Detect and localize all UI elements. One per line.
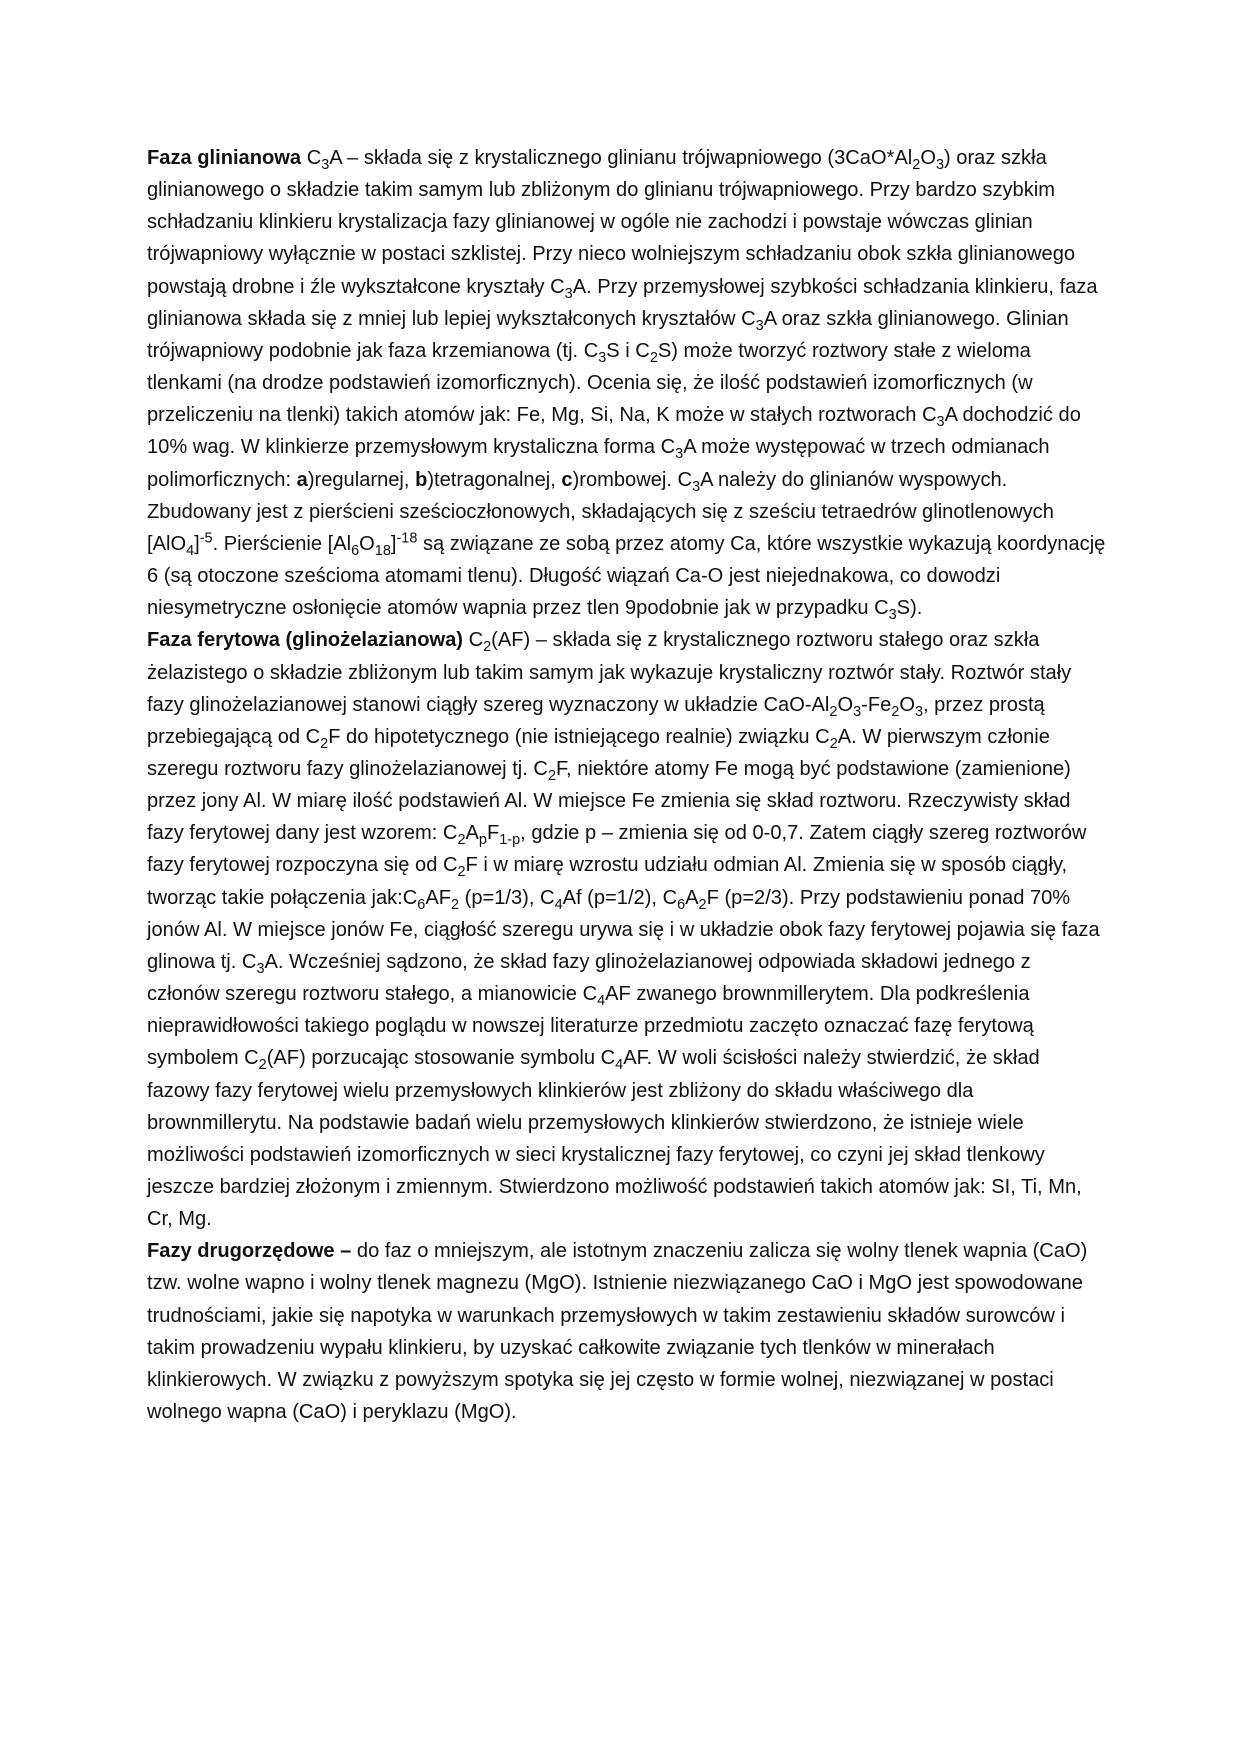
subscript: 3 bbox=[935, 157, 945, 174]
text-run: A może występować w trzech odmianach polimorficznych: bbox=[147, 436, 1050, 491]
subscript: 2 bbox=[891, 703, 900, 720]
subscript: 6 bbox=[351, 542, 360, 559]
subscript: 4 bbox=[554, 896, 563, 913]
subscript: 3 bbox=[755, 317, 764, 334]
text-run: F (p=2/3). Przy podstawieniu ponad 70% jonów Al. W miejsce jonów Fe, ciągłość szeregu urywa się i w układzie obok fazy ferytowej pojawia się faza glinowa tj. C bbox=[147, 886, 1100, 973]
bold-text: b bbox=[415, 468, 428, 491]
text-run: (AF) – składa się z krystalicznego roztworu stałego oraz szkła żelazistego o składzie zbliżonym lub takim samym jak wykazuje krystaliczny roztwór stały. Roztwór stały fazy glinożelazianowej stanowi ciągły szereg wyznaczony w układzie CaO-Al bbox=[147, 629, 1072, 716]
subscript: 2 bbox=[829, 735, 838, 752]
subscript: 3 bbox=[675, 446, 684, 463]
subscript: p bbox=[478, 832, 487, 849]
subscript: 6 bbox=[677, 896, 686, 913]
text-run: ) oraz szkła glinianowego o składzie takim samym lub zbliżonym do glinianu trójwapniowego. Przy bardzo szybkim schładzaniu klinkieru krystalizacja fazy glinianowej w ogóle nie zachodzi i powstaje wówczas glinian trójwapniowy wyłącznie w postaci szklistej. Przy nieco wolniejszym schładzaniu obok szkła glinianowego powstają drobne i źle wykształcone kryształy C bbox=[147, 147, 1076, 298]
superscript: -18 bbox=[396, 530, 418, 547]
text-run: A bbox=[685, 886, 699, 909]
text-run: A. Przy przemysłowej szybkości schładzania klinkieru, faza glinianowa składa się z mniej lub lepiej wykształconych kryształów C bbox=[147, 275, 1098, 330]
text-run: C bbox=[468, 629, 484, 652]
subscript: 3 bbox=[256, 960, 265, 977]
subscript: 3 bbox=[914, 703, 923, 720]
subscript: 3 bbox=[564, 285, 573, 302]
text-run: (AF) porzucając stosowanie symbolu C bbox=[266, 1047, 616, 1070]
text-run: są związane ze sobą przez atomy Ca, które wszystkie wykazują koordynację 6 (są otoczone sześcioma atomami tlenu). Długość wiązań Ca-O jest niejednakowa, co dowodzi niesymetryczne osłonięcie atomów wapnia przez tlen 9podobnie jak w przypadku C bbox=[147, 532, 1106, 620]
text-run: O bbox=[920, 147, 936, 169]
subscript: 2 bbox=[483, 639, 492, 656]
text-run: , gdzie p – zmienia się od 0-0,7. Zatem ciągły szereg roztworów fazy ferytowej rozpoczyna się od C bbox=[147, 822, 1087, 877]
text-run: F do hipotetycznego (nie istniejącego realnie) związku C bbox=[328, 725, 830, 748]
text-run: A – składa się z krystalicznego glinianu trójwapniowego (3CaO*Al bbox=[329, 147, 913, 169]
subscript: 3 bbox=[598, 349, 607, 366]
bold-text: a bbox=[296, 468, 308, 491]
text-run: )rombowej. C bbox=[572, 468, 693, 491]
text-run: A. Wcześniej sądzono, że skład fazy glinożelazianowej odpowiada składowi jednego z członów szeregu roztworu stałego, a mianowicie C bbox=[147, 950, 1031, 1006]
subscript: 2 bbox=[320, 735, 329, 752]
body-faza-glinianowa bbox=[147, 147, 1106, 624]
subscript: 4 bbox=[186, 542, 195, 559]
subscript: 2 bbox=[698, 896, 707, 913]
text-run: F i w miarę wzrostu udziału odmian Al. Zmienia się w sposób ciągły, tworząc takie połączenia jak:C bbox=[147, 854, 1068, 909]
subscript: 2 bbox=[457, 864, 466, 881]
text-run: -Fe bbox=[861, 693, 892, 716]
text-run: (p=1/3), C bbox=[459, 886, 555, 909]
subscript: 3 bbox=[936, 414, 945, 431]
text-run: Af (p=1/2), C bbox=[562, 886, 678, 909]
text-run: A oraz szkła glinianowego. Glinian trójwapniowy podobnie jak faza krzemianowa (tj. C bbox=[147, 307, 1069, 362]
subscript: 2 bbox=[258, 1057, 267, 1074]
text-run: F bbox=[486, 822, 500, 845]
subscript: 2 bbox=[649, 349, 658, 366]
text-run: S). bbox=[896, 597, 923, 620]
subscript: 2 bbox=[829, 703, 838, 720]
heading-faza-ferytowa: Faza ferytowa (glinożelazianowa) bbox=[147, 629, 463, 652]
text-run: )tetragonalnej, bbox=[427, 468, 562, 491]
subscript: 3 bbox=[853, 703, 862, 720]
heading-faza-glinianowa: Faza glinianowa bbox=[147, 147, 302, 169]
subscript: 3 bbox=[321, 157, 330, 174]
text-run: AF. W woli ścisłości należy stwierdzić, że skład fazowy fazy ferytowej wielu przemysłowych klinkierów jest zbliżony do składu właściwego dla brownmillerytu. Na podstawie badań wielu przemysłowych klinkierów stwierdzono, że istnieje wiele możliwości podstawień izomorficznych w sieci krystalicznej fazy ferytowej, co czyni jej skład tlenkowy jeszcze bardziej złożonym i zmiennym. Stwierdzono możliwość podstawień takich atomów jak: SI, Ti, Mn, Cr, Mg. bbox=[147, 1047, 1082, 1231]
text-run: do faz o mniejszym, ale istotnym znaczeniu zalicza się wolny tlenek wapnia (CaO) tzw. wolne wapno i wolny tlenek magnezu (MgO). Istnienie niezwiązanego CaO i MgO jest spowodowane trudnościami, jakie się napotyka w warunkach przemysłowych w takim zestawieniu składów surowców i takim prowadzeniu wypału klinkieru, by uzyskać całkowite związanie tych tlenków w minerałach klinkierowych. W związku z powyższym spotyka się jej często w formie wolnej, niezwiązanej w postaci wolnego wapna (CaO) i peryklazu (MgO). bbox=[147, 1240, 1088, 1424]
paragraph-faza-glinianowa bbox=[147, 142, 1107, 624]
text-run: AF zwanego brownmillerytem. Dla podkreślenia nieprawidłowości takiego poglądu w nowszej literaturze przedmiotu zaczęto oznaczać fazę ferytową symbolem C bbox=[147, 983, 1034, 1070]
subscript: 2 bbox=[912, 157, 921, 174]
text-run: ] bbox=[390, 532, 397, 555]
heading-fazy-drugorzedowe: Fazy drugorzędowe – bbox=[147, 1240, 352, 1263]
subscript: 1-p bbox=[499, 832, 521, 849]
text-run: A. W pierwszym członie szeregu roztworu fazy glinożelazianowej tj. C bbox=[147, 725, 1050, 780]
body-faza-ferytowa bbox=[147, 629, 1100, 1230]
text-run: )regularnej, bbox=[307, 468, 416, 491]
text-run: , przez prostą przebiegającą od C bbox=[147, 693, 1045, 748]
text-run: O bbox=[899, 693, 915, 716]
text-run: AF bbox=[425, 886, 452, 909]
text-run: A dochodzić do 10% wag. W klinkierze przemysłowym krystaliczna forma C bbox=[147, 404, 1081, 459]
document-body bbox=[147, 142, 1107, 1428]
paragraph-faza-ferytowa bbox=[147, 624, 1107, 1235]
text-run: O bbox=[359, 532, 375, 555]
subscript: 2 bbox=[451, 896, 460, 913]
text-run: ] bbox=[194, 532, 200, 555]
subscript: 4 bbox=[615, 1057, 624, 1074]
body-fazy-drugorzedowe bbox=[147, 1240, 1087, 1423]
subscript: 3 bbox=[888, 607, 897, 624]
subscript: 6 bbox=[417, 896, 426, 913]
subscript: 2 bbox=[547, 767, 556, 784]
superscript: -5 bbox=[199, 530, 213, 547]
subscript: 18 bbox=[374, 542, 391, 559]
bold-text: c bbox=[561, 468, 573, 491]
text-run: . Pierścienie [Al bbox=[212, 532, 352, 555]
text-run: S) może tworzyć roztwory stałe z wieloma tlenkami (na drodze podstawień izomorficznych). Ocenia się, że ilość podstawień izomorficznych (w przeliczeniu na tlenki) takich atomów jak: Fe, Mg, Si, Na, K może w stałych roztworach C bbox=[147, 339, 1033, 427]
subscript: 2 bbox=[457, 832, 466, 849]
text-run: S i C bbox=[606, 339, 650, 362]
subscript: 3 bbox=[692, 478, 701, 495]
paragraph-fazy-drugorzedowe bbox=[147, 1235, 1107, 1428]
text-run: O bbox=[837, 693, 854, 716]
text-run: C bbox=[306, 147, 322, 169]
text-run: A należy do glinianów wyspowych. Zbudowany jest z pierścieni sześcioczłonowych, składających się z sześciu tetraedrów glinotlenowych [AlO bbox=[147, 468, 1054, 555]
text-run: F, niektóre atomy Fe mogą być podstawione (zamienione) przez jony Al. W miarę ilość podstawień Al. W miejsce Fe zmienia się skład roztworu. Rzeczywisty skład fazy ferytowej dany jest wzorem: C bbox=[147, 757, 1071, 845]
subscript: 4 bbox=[597, 993, 606, 1010]
text-run: A bbox=[465, 822, 479, 845]
